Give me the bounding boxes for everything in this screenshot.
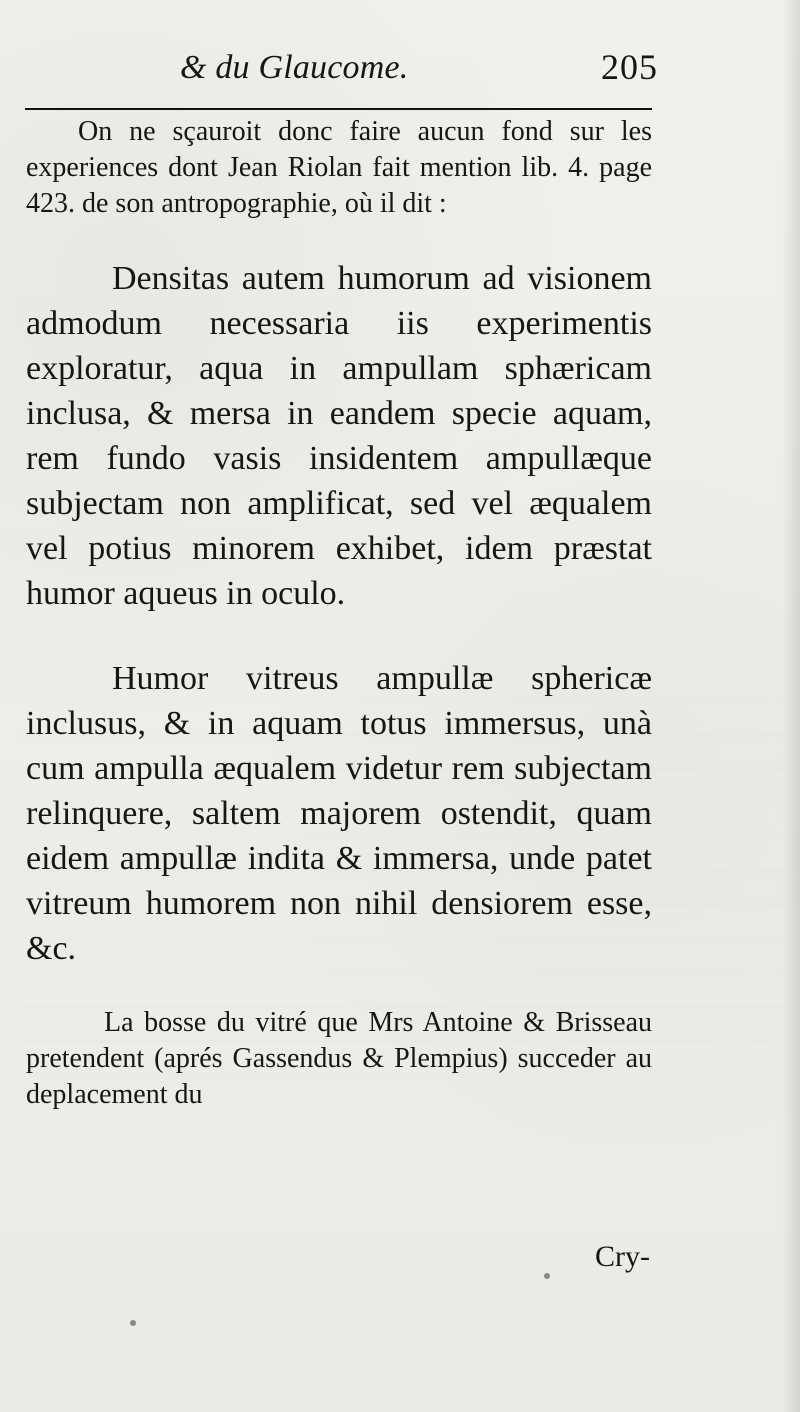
header-rule (25, 108, 652, 110)
closing-paragraph: La bosse du vitré que Mrs Antoine & Brisseau pretendent (aprés Gassendus & Plempius) succeder au deplacement du (26, 1007, 652, 1110)
latin-quote-paragraph-2: Humor vitreus ampullæ sphericæ inclusus, & in aquam totus immersus, unà cum ampulla æqualem videtur rem subjectam relinquere, saltem majorem ostendit, quam eidem ampullæ indita & immersa, unde patet vitreum humorem non nihil densiorem esse, &c. (26, 660, 652, 967)
page-content (26, 114, 652, 1113)
running-head: & du Glaucome. (180, 49, 409, 86)
intro-paragraph: On ne sçauroit donc faire aucun fond sur les experiences dont Jean Riolan fait mention lib. 4. page 423. de son antropographie, où il dit : (26, 116, 652, 219)
latin-quote-paragraph-1: Densitas autem humorum ad visionem admodum necessaria iis experimentis exploratur, aqua in ampullam sphæricam inclusa, & mersa in eandem specie aquam, rem fundo vasis insidentem ampullæque subjectam non amplificat, sed vel æqualem vel potius minorem exhibet, idem præstat humor aqueus in oculo. (26, 260, 652, 612)
ink-speck (544, 1273, 550, 1279)
page-number: 205 (601, 47, 658, 87)
catchword: Cry- (595, 1240, 650, 1273)
ink-speck (130, 1320, 136, 1326)
